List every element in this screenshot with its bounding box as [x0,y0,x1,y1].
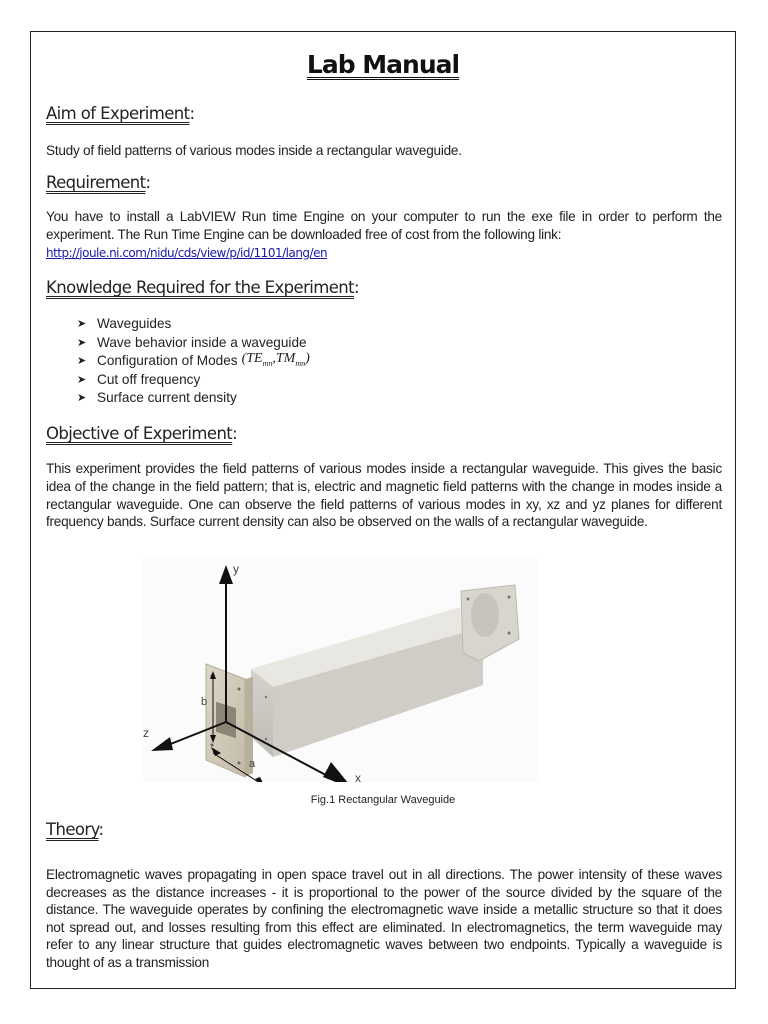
requirement-heading: Requirement: [46,173,151,192]
objective-text: This experiment provides the field patterns of various modes inside a rectangular waveguide. This gives the basic idea of the change in the field pattern; that is, electric and magnetic field patterns with the change in modes inside a rectangular waveguide. One can observe the field patterns of various modes in xy, xz and yz planes for different frequency bands. Surface current density can also be observed on the walls of a rectangular waveguide. [46,461,722,530]
list-item: ➤ Cut off frequency [77,371,310,390]
arrow-bullet-icon: ➤ [77,373,87,386]
svg-text:x: x [355,771,361,782]
svg-text:a: a [249,758,256,770]
document-page [30,31,736,989]
arrow-bullet-icon: ➤ [77,355,87,367]
waveguide-figure [143,557,539,782]
arrow-bullet-icon: ➤ [77,392,87,404]
svg-text:y: y [233,562,239,576]
objective-heading: Objective of Experiment: [46,424,238,443]
list-item: ➤ Surface current density [77,389,310,408]
svg-text:z: z [143,726,149,740]
modes-formula: $(TE_{mn},TM_{mn})$ [241,350,310,368]
theory-heading: Theory: [46,820,104,839]
list-item: ➤ Configuration of Modes $(TE_{mn},TM_{mn})$ [77,352,310,371]
rectangular-waveguide-illustration [143,557,539,782]
knowledge-heading: Knowledge Required for the Experiment: [46,278,359,297]
requirement-text: You have to install a LabVIEW Run time Engine on your computer to run the exe file in order to perform the experiment. The Run Time Engine can be downloaded free of cost from the following link: http://joule.ni.com/nidu/cds/view/p/id/1101/lang/en [46,209,722,260]
list-item: ➤ Wave behavior inside a waveguide [77,334,310,353]
aim-heading: Aim of Experiment: [46,104,195,123]
theory-text: Electromagnetic waves propagating in open space travel out in all directions. The power intensity of these waves decreases as the distance increases - it is proportional to the power of the source divided by the square of the distance. The waveguide operates by confining the electromagnetic wave inside a metallic structure so that it does not spread out, and losses resulting from this effect are eliminated. In electromagnetics, the term waveguide may refer to any linear structure that guides electromagnetic waves between two endpoints. Typically a waveguide is thought of as a transmission [46,867,722,970]
figure-caption: Fig.1 Rectangular Waveguide [310,794,456,806]
arrow-bullet-icon: ➤ [77,318,87,330]
aim-text: Study of field patterns of various modes inside a rectangular waveguide. [46,143,462,158]
runtime-engine-link[interactable]: http://joule.ni.com/nidu/cds/view/p/id/1101/lang/en [46,245,328,260]
arrow-bullet-icon: ➤ [77,336,87,349]
svg-text:b: b [201,696,208,708]
list-item: ➤ Waveguides [77,315,310,334]
page-title: Lab Manual [306,50,460,79]
knowledge-list [77,315,310,408]
